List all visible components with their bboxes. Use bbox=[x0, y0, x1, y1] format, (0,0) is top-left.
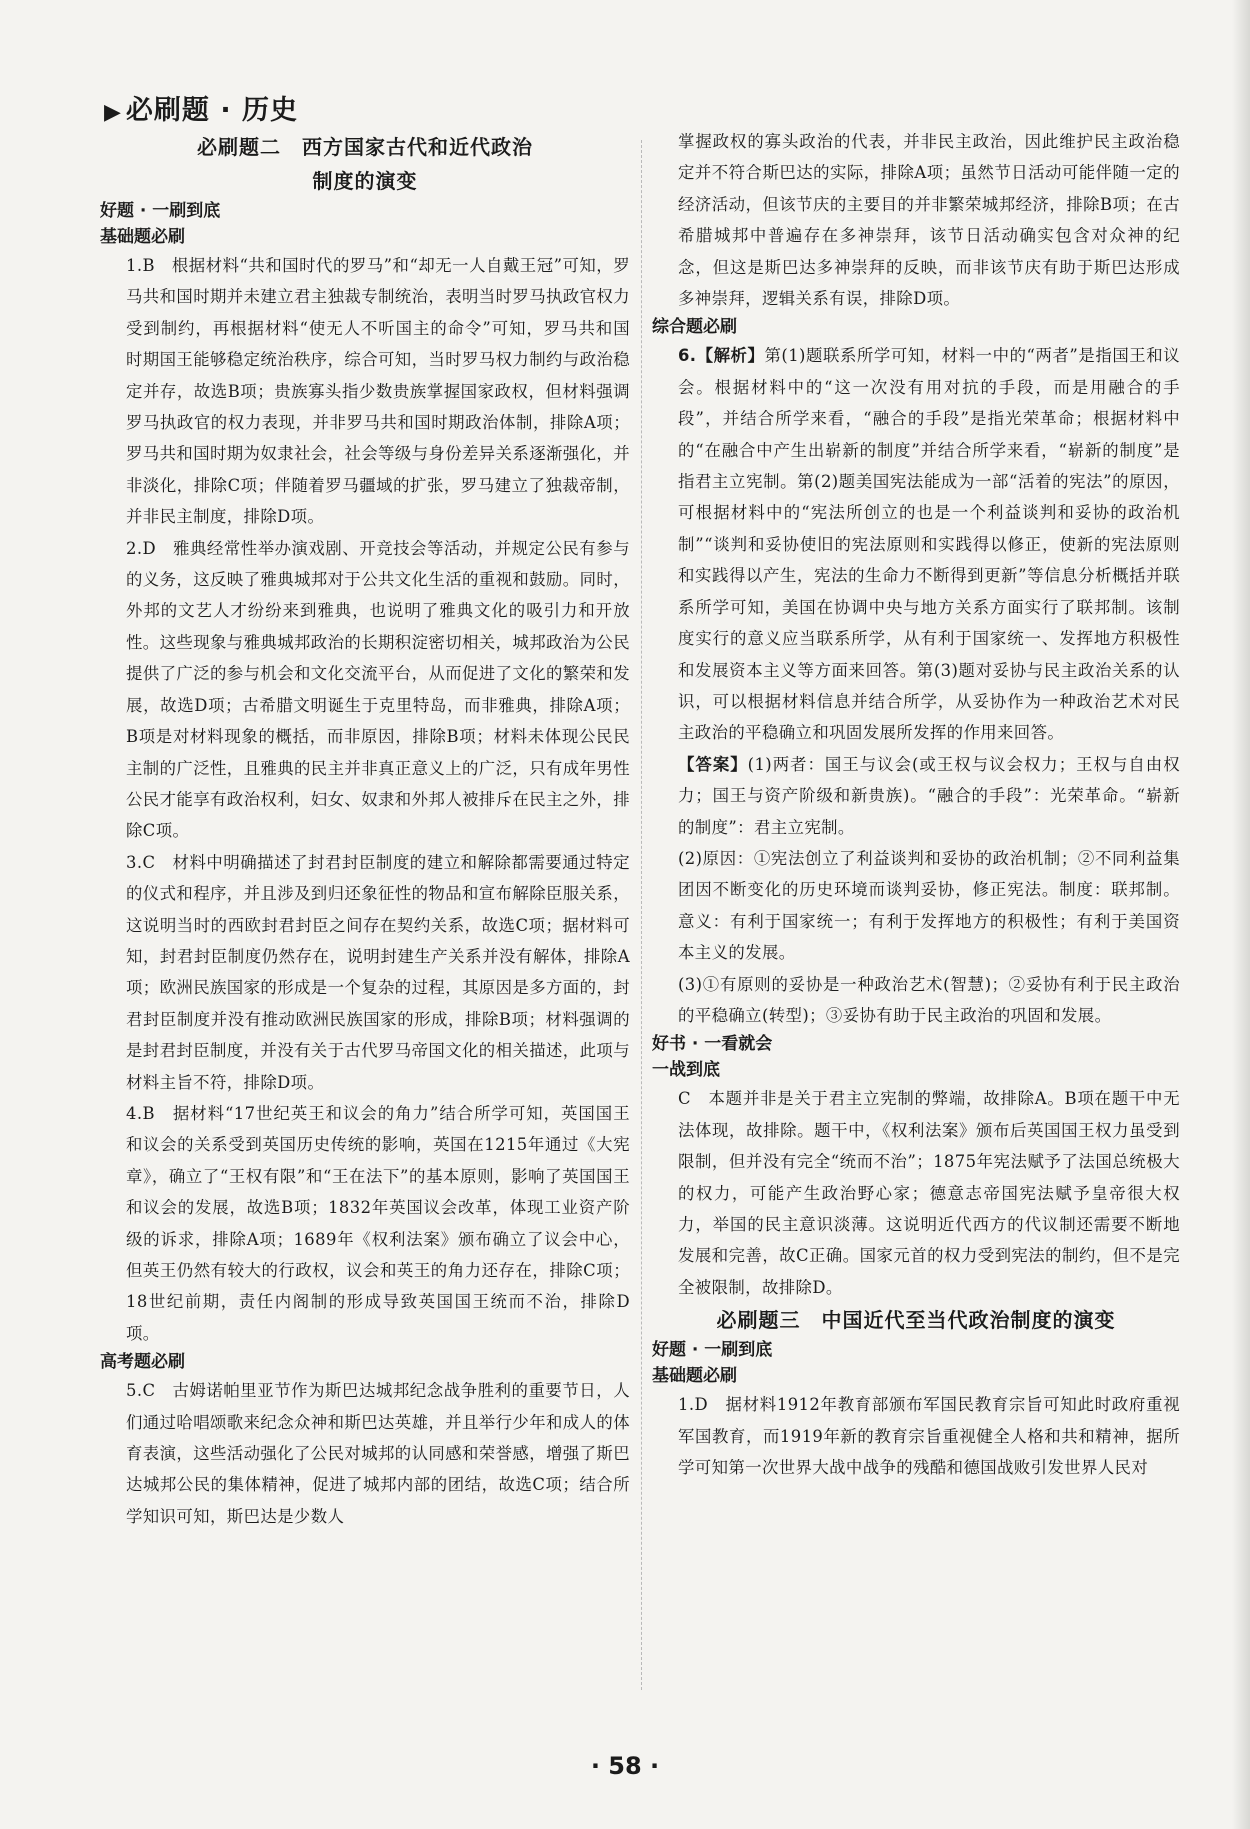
triangle-icon: ▶ bbox=[104, 100, 122, 125]
subheading-fight: 一战到底 bbox=[652, 1060, 720, 1081]
question-5-continued: 掌握政权的寡头政治的代表，并非民主政治，因此维护民主政治稳定并不符合斯巴达的实际，排除A项；虽然节日活动可能伴随一定的经济活动，但该节庆的主要目的并非繁荣城邦经济，排除B项；在古希腊城邦中普遍存在多神崇拜，该节日活动确实包含对众神的纪念，但这是斯巴达多神崇拜的反映，而非该节庆有助于斯巴达形成多神崇拜，逻辑关系有误，排除D项。 bbox=[678, 132, 1180, 309]
question-6-answer bbox=[652, 749, 1180, 843]
section-3-question-1: 1.D 据材料1912年教育部颁布军国民教育宗旨可知此时政府重视军国教育，而1919年新的教育宗旨重视健全人格和共和精神，据所学可知第一次世界大战中战争的残酷和德国战败引发世界人民对 bbox=[678, 1395, 1180, 1478]
page-number: · 58 · bbox=[590, 1752, 660, 1780]
subheading-basic: 基础题必刷 bbox=[100, 227, 185, 247]
answer-part-3: (3)①有原则的妥协是一种政治艺术(智慧)；②妥协有利于民主政治的平稳确立(转型)；③妥协有助于民主政治的巩固和发展。 bbox=[678, 974, 1180, 1025]
right-column bbox=[652, 126, 1180, 1483]
section-3-title: 必刷题三 中国近代至当代政治制度的演变 bbox=[716, 1308, 1116, 1333]
page-edge-shadow bbox=[1232, 0, 1250, 1829]
analysis-text: 第(1)题联系所学可知，材料一中的“两者”是指国王和议会。根据材料中的“这一次没有用对抗的手段，而是用融合的手段”，并结合所学来看，“融合的手段”是指光荣革命；根据材料中的“在融合中产生出崭新的制度”并结合所学来看，“崭新的制度”是指君主立宪制。第(2)题美国宪法能成为一部“活着的宪法”的原因，可根据材料中的“宪法所创立的也是一个利益谈判和妥协的政治机制”“谈判和妥协使旧的宪法原则和实践得以修正，使新的宪法原则和实践得以产生，宪法的生命力不断得到更新”等信息分析概括并联系所学可知，美国在协调中央与地方关系方面实行了联邦制。该制度实行的意义应当联系所学，从有利于国家统一、发挥地方积极性和发展资本主义等方面来回答。第(3)题对妥协与民主政治关系的认识，可以根据材料信息并结合所学，从妥协作为一种政治艺术对民主政治的平稳确立和巩固发展所发挥的作用来回答。 bbox=[678, 346, 1181, 743]
left-column bbox=[100, 130, 630, 1532]
section-title-line2: 制度的演变 bbox=[312, 169, 418, 193]
question-5: 5.C 古姆诺帕里亚节作为斯巴达城邦纪念战争胜利的重要节日，人们通过哈唱颂歌来纪念众神和斯巴达英雄，并且举行少年和成人的体育表演，这些活动强化了公民对城邦的认同感和荣誉感，增强了斯巴达城邦公民的集体精神，促进了城邦内部的团结，故选C项；结合所学知识可知，斯巴达是少数人 bbox=[126, 1381, 630, 1526]
question-2: 2.D 雅典经常性举办演戏剧、开竞技会等活动，并规定公民有参与的义务，这反映了雅典城邦对于公共文化生活的重视和鼓励。同时，外邦的文艺人才纷纷来到雅典，也说明了雅典文化的吸引力和开放性。这些现象与雅典城邦政治的长期积淀密切相关，城邦政治为公民提供了广泛的参与机会和文化交流平台，从而促进了文化的繁荣和发展，故选D项；古希腊文明诞生于克里特岛，而非雅典，排除A项；B项是对材料现象的概括，而非原因，排除B项；材料未体现公民民主制的广泛性，且雅典的民主并非真正意义上的广泛，只有成年男性公民才能享有政治权利，妇女、奴隶和外邦人被排斥在民主之外，排除C项。 bbox=[126, 538, 630, 841]
answer-part-1: (1)两者：国王与议会(或王权与议会权力；王权与自由权力；国王与资产阶级和新贵族)。“融合的手段”：光荣革命。“崭新的制度”：君主立宪制。 bbox=[678, 754, 1180, 837]
subheading-good-questions-2: 好题 · 一刷到底 bbox=[652, 1340, 773, 1361]
answer-label: 【答案】 bbox=[678, 754, 748, 774]
subheading-good-book: 好书 · 一看就会 bbox=[652, 1034, 773, 1055]
question-4: 4.B 据材料“17世纪英王和议会的角力”结合所学可知，英国国王和议会的关系受到英国历史传统的影响，英国在1215年通过《大宪章》，确立了“王权有限”和“王在法下”的基本原则，影响了英国国王和议会的发展，故选B项；1832年英国议会改革，体现工业资产阶级的诉求，排除A项；1689年《权利法案》颁布确立了议会中心，但英王仍然有较大的行政权，议会和英王的角力还存在，排除C项；18世纪前期，责任内阁制的形成导致英国国王统而不治，排除D项。 bbox=[126, 1103, 630, 1343]
subheading-gaokao: 高考题必刷 bbox=[100, 1352, 185, 1373]
subheading-comprehensive: 综合题必刷 bbox=[652, 317, 737, 338]
question-1: 1.B 根据材料“共和国时代的罗马”和“却无一人自戴王冠”可知，罗马共和国时期并未建立君主独裁专制统治，表明当时罗马执政官权力受到制约，再根据材料“使无人不听国主的命令”可知，罗马共和国时期国王能够稳定统治秩序，综合可知，当时罗马权力制约与政治稳定并存，故选B项；贵族寡头指少数贵族掌握国家政权，但材料强调罗马执政官的权力表现，并非罗马共和国时期政治体制，排除A项；罗马共和国时期为奴隶社会，社会等级与身份差异关系逐渐强化，并非淡化，排除C项；伴随着罗马疆域的扩张，罗马建立了独裁帝制，并非民主制度，排除D项。 bbox=[126, 256, 630, 527]
question-3: 3.C 材料中明确描述了封君封臣制度的建立和解除都需要通过特定的仪式和程序，并且涉及到归还象征性的物品和宣布解除臣服关系，这说明当时的西欧封君封臣之间存在契约关系，故选C项；据材料可知，封君封臣制度仍然存在，说明封建生产关系并没有解体，排除A项；欧洲民族国家的形成是一个复杂的过程，其原因是多方面的，封君封臣制度并没有推动欧洲民族国家的形成，排除B项；材料强调的是封君封臣制度，并没有关于古代罗马帝国文化的相关描述，此项与材料主旨不符，排除D项。 bbox=[126, 852, 630, 1092]
header-title: 必刷题 · 历史 bbox=[125, 95, 298, 126]
analysis-label: 6.【解析】 bbox=[678, 346, 765, 366]
subheading-basic-2: 基础题必刷 bbox=[652, 1366, 737, 1387]
column-divider bbox=[641, 140, 642, 1690]
section-title-line1: 必刷题二 西方国家古代和近代政治 bbox=[197, 135, 533, 159]
answer-part-2: (2)原因：①宪法创立了利益谈判和妥协的政治机制；②不同利益集团因不断变化的历史环境而谈判妥协，修正宪法。制度：联邦制。意义：有利于国家统一；有利于发挥地方的积极性；有利于美国资本主义的发展。 bbox=[678, 848, 1180, 963]
fight-text: C 本题并非是关于君主立宪制的弊端，故排除A。B项在题干中无法体现，故排除。题干中，《权利法案》颁布后英国国王权力虽受到限制，但并没有完全“统而不治”；1875年宪法赋予了法国总统极大的权力，可能产生政治野心家；德意志帝国宪法赋予皇帝很大权力，举国的民主意识淡薄。这说明近代西方的代议制还需要不断地发展和完善，故C正确。国家元首的权力受到宪法的制约，但不是完全被限制，故排除D。 bbox=[678, 1089, 1180, 1297]
subheading-good-questions: 好题 · 一刷到底 bbox=[100, 201, 221, 221]
question-6-analysis bbox=[652, 340, 1180, 748]
header bbox=[104, 88, 298, 127]
